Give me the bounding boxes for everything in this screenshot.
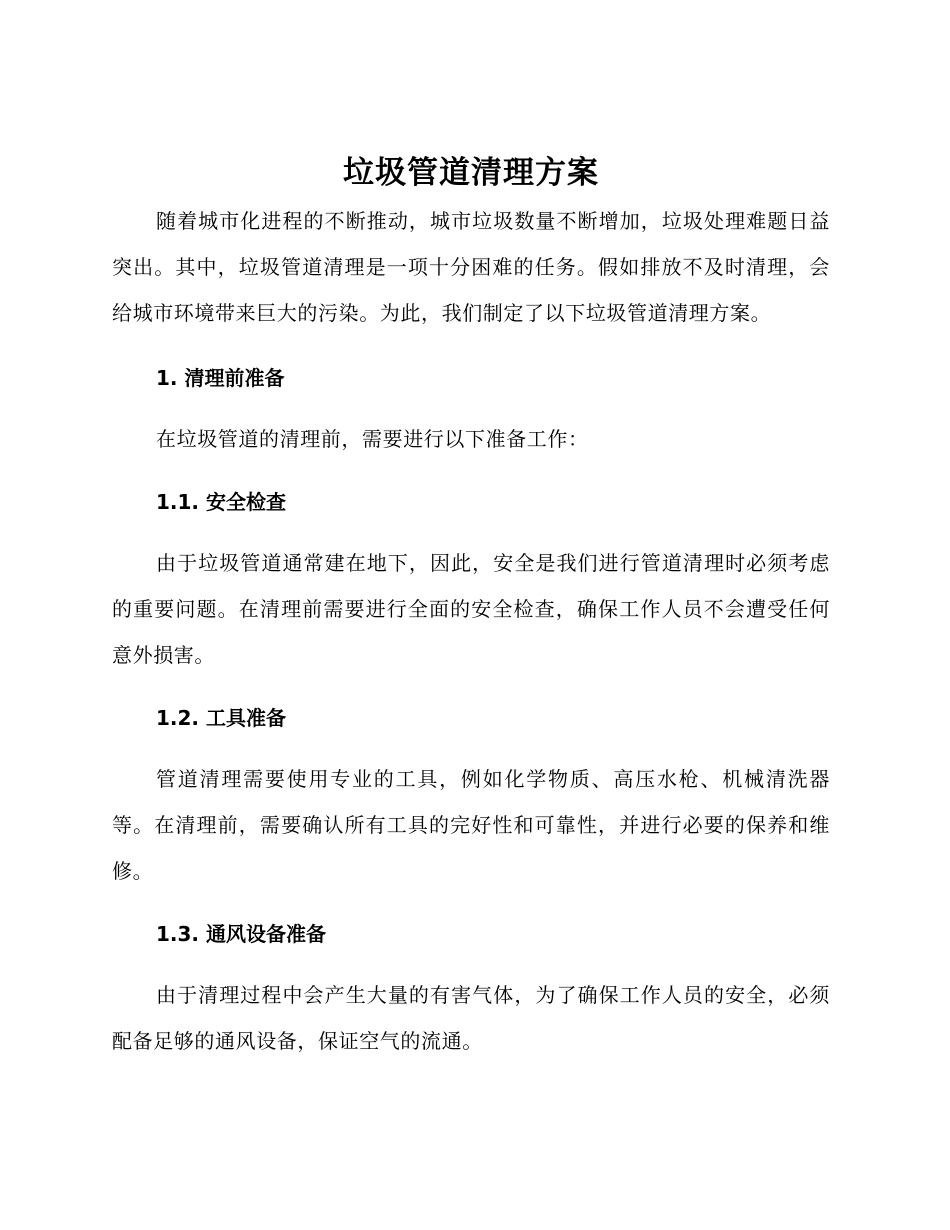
intro-paragraph: 随着城市化进程的不断推动，城市垃圾数量不断增加，垃圾处理难题日益突出。其中，垃圾管道清理是一项十分困难的任务。假如排放不及时清理，会给城市环境带来巨大的污染。为此，我们制定了以下垃圾管道清理方案。: [112, 209, 830, 325]
document-page: [112, 150, 830, 1064]
section-heading-1-1: 1.1. 安全检查: [156, 490, 286, 514]
section-heading-1: 1. 清理前准备: [156, 366, 285, 390]
document-title: 垃圾管道清理方案: [343, 155, 599, 191]
section-1-2-paragraph: 管道清理需要使用专业的工具，例如化学物质、高压水枪、机械清洗器等。在清理前，需要确认所有工具的完好性和可靠性，并进行必要的保养和维修。: [112, 767, 830, 883]
section-heading-1-3: 1.3. 通风设备准备: [156, 922, 326, 946]
section-1-paragraph: 在垃圾管道的清理前，需要进行以下准备工作：: [156, 427, 589, 451]
section-1-3-paragraph: 由于清理过程中会产生大量的有害气体，为了确保工作人员的安全，必须配备足够的通风设备，保证空气的流通。: [112, 983, 830, 1053]
section-heading-1-2: 1.2. 工具准备: [156, 706, 286, 730]
section-1-1-paragraph: 由于垃圾管道通常建在地下，因此，安全是我们进行管道清理时必须考虑的重要问题。在清理前需要进行全面的安全检查，确保工作人员不会遭受任何意外损害。: [112, 551, 830, 667]
